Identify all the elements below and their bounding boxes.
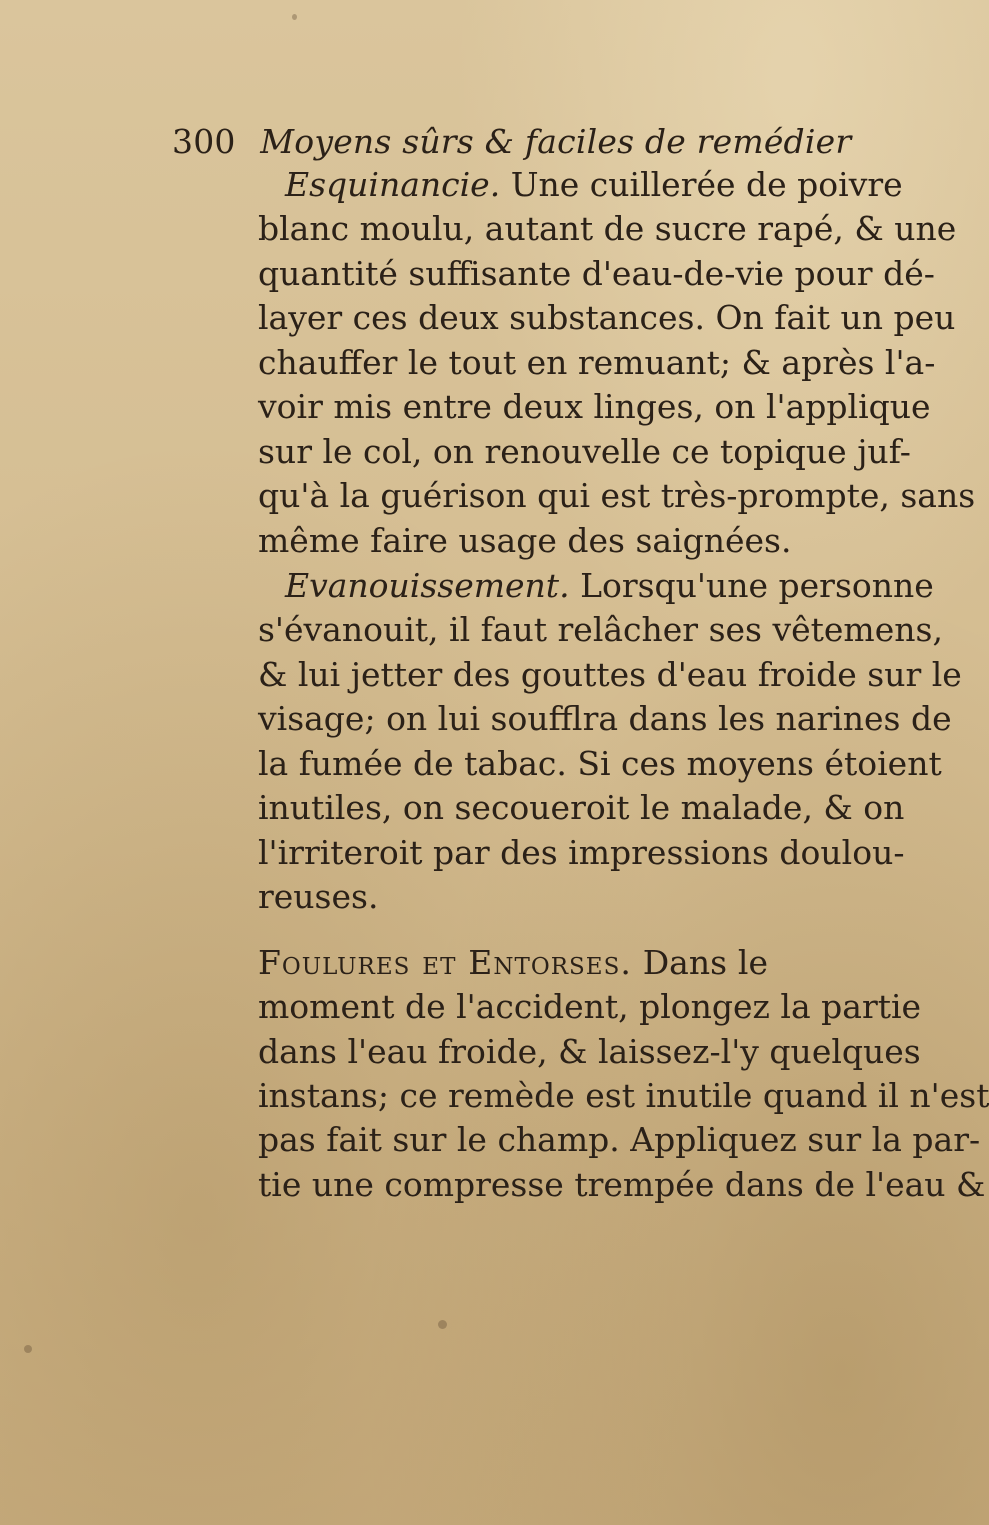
ink-speck: [24, 1345, 32, 1353]
text-line: la fumée de tabac. Si ces moyens étoient: [258, 744, 942, 783]
text-line: visage; on lui soufflra dans les narines de: [258, 699, 952, 738]
page-header: [172, 122, 852, 161]
text-line: inutiles, on secoueroit le malade, & on: [258, 788, 905, 827]
text-line: layer ces deux substances. On fait un peu: [258, 298, 956, 337]
text-line: même faire usage des saignées.: [258, 521, 792, 560]
text-line: dans l'eau froide, & laissez-l'y quelques: [258, 1032, 921, 1071]
text-line: Evanouissement. Lorsqu'une personne: [285, 566, 934, 605]
text-line: s'évanouit, il faut relâcher ses vêtemens,: [258, 610, 943, 649]
text-line: voir mis entre deux linges, on l'applique: [258, 387, 931, 426]
text-line: & lui jetter des gouttes d'eau froide sur le: [258, 655, 962, 694]
section-title: Evanouissement.: [285, 566, 570, 605]
text-line: pas fait sur le champ. Appliquez sur la par-: [258, 1120, 981, 1159]
text-line: qu'à la guérison qui est très-prompte, sans: [258, 476, 976, 515]
section-title: Foulures et Entorses.: [258, 943, 632, 982]
text-line: quantité suffisante d'eau-de-vie pour dé-: [258, 254, 935, 293]
text-line: Foulures et Entorses. Dans le: [258, 943, 768, 982]
text-line: Esquinancie. Une cuillerée de poivre: [285, 165, 903, 204]
text-line: sur le col, on renouvelle ce topique juf-: [258, 432, 911, 471]
text-line: l'irriteroit par des impressions doulou-: [258, 833, 905, 872]
text-line: blanc moulu, autant de sucre rapé, & une: [258, 209, 957, 248]
text-line: tie une compresse trempée dans de l'eau &: [258, 1165, 986, 1204]
section-title: Esquinancie.: [285, 165, 501, 204]
text-line: reuses.: [258, 877, 379, 916]
text-line: instans; ce remède est inutile quand il n'est: [258, 1076, 989, 1115]
text-line: moment de l'accident, plongez la partie: [258, 987, 922, 1026]
ink-speck: [438, 1320, 447, 1329]
ink-speck: [292, 14, 297, 20]
running-title: Moyens sûrs & faciles de remédier: [260, 122, 852, 161]
page-number: 300: [172, 122, 236, 161]
text-line: chauffer le tout en remuant; & après l'a-: [258, 343, 936, 382]
